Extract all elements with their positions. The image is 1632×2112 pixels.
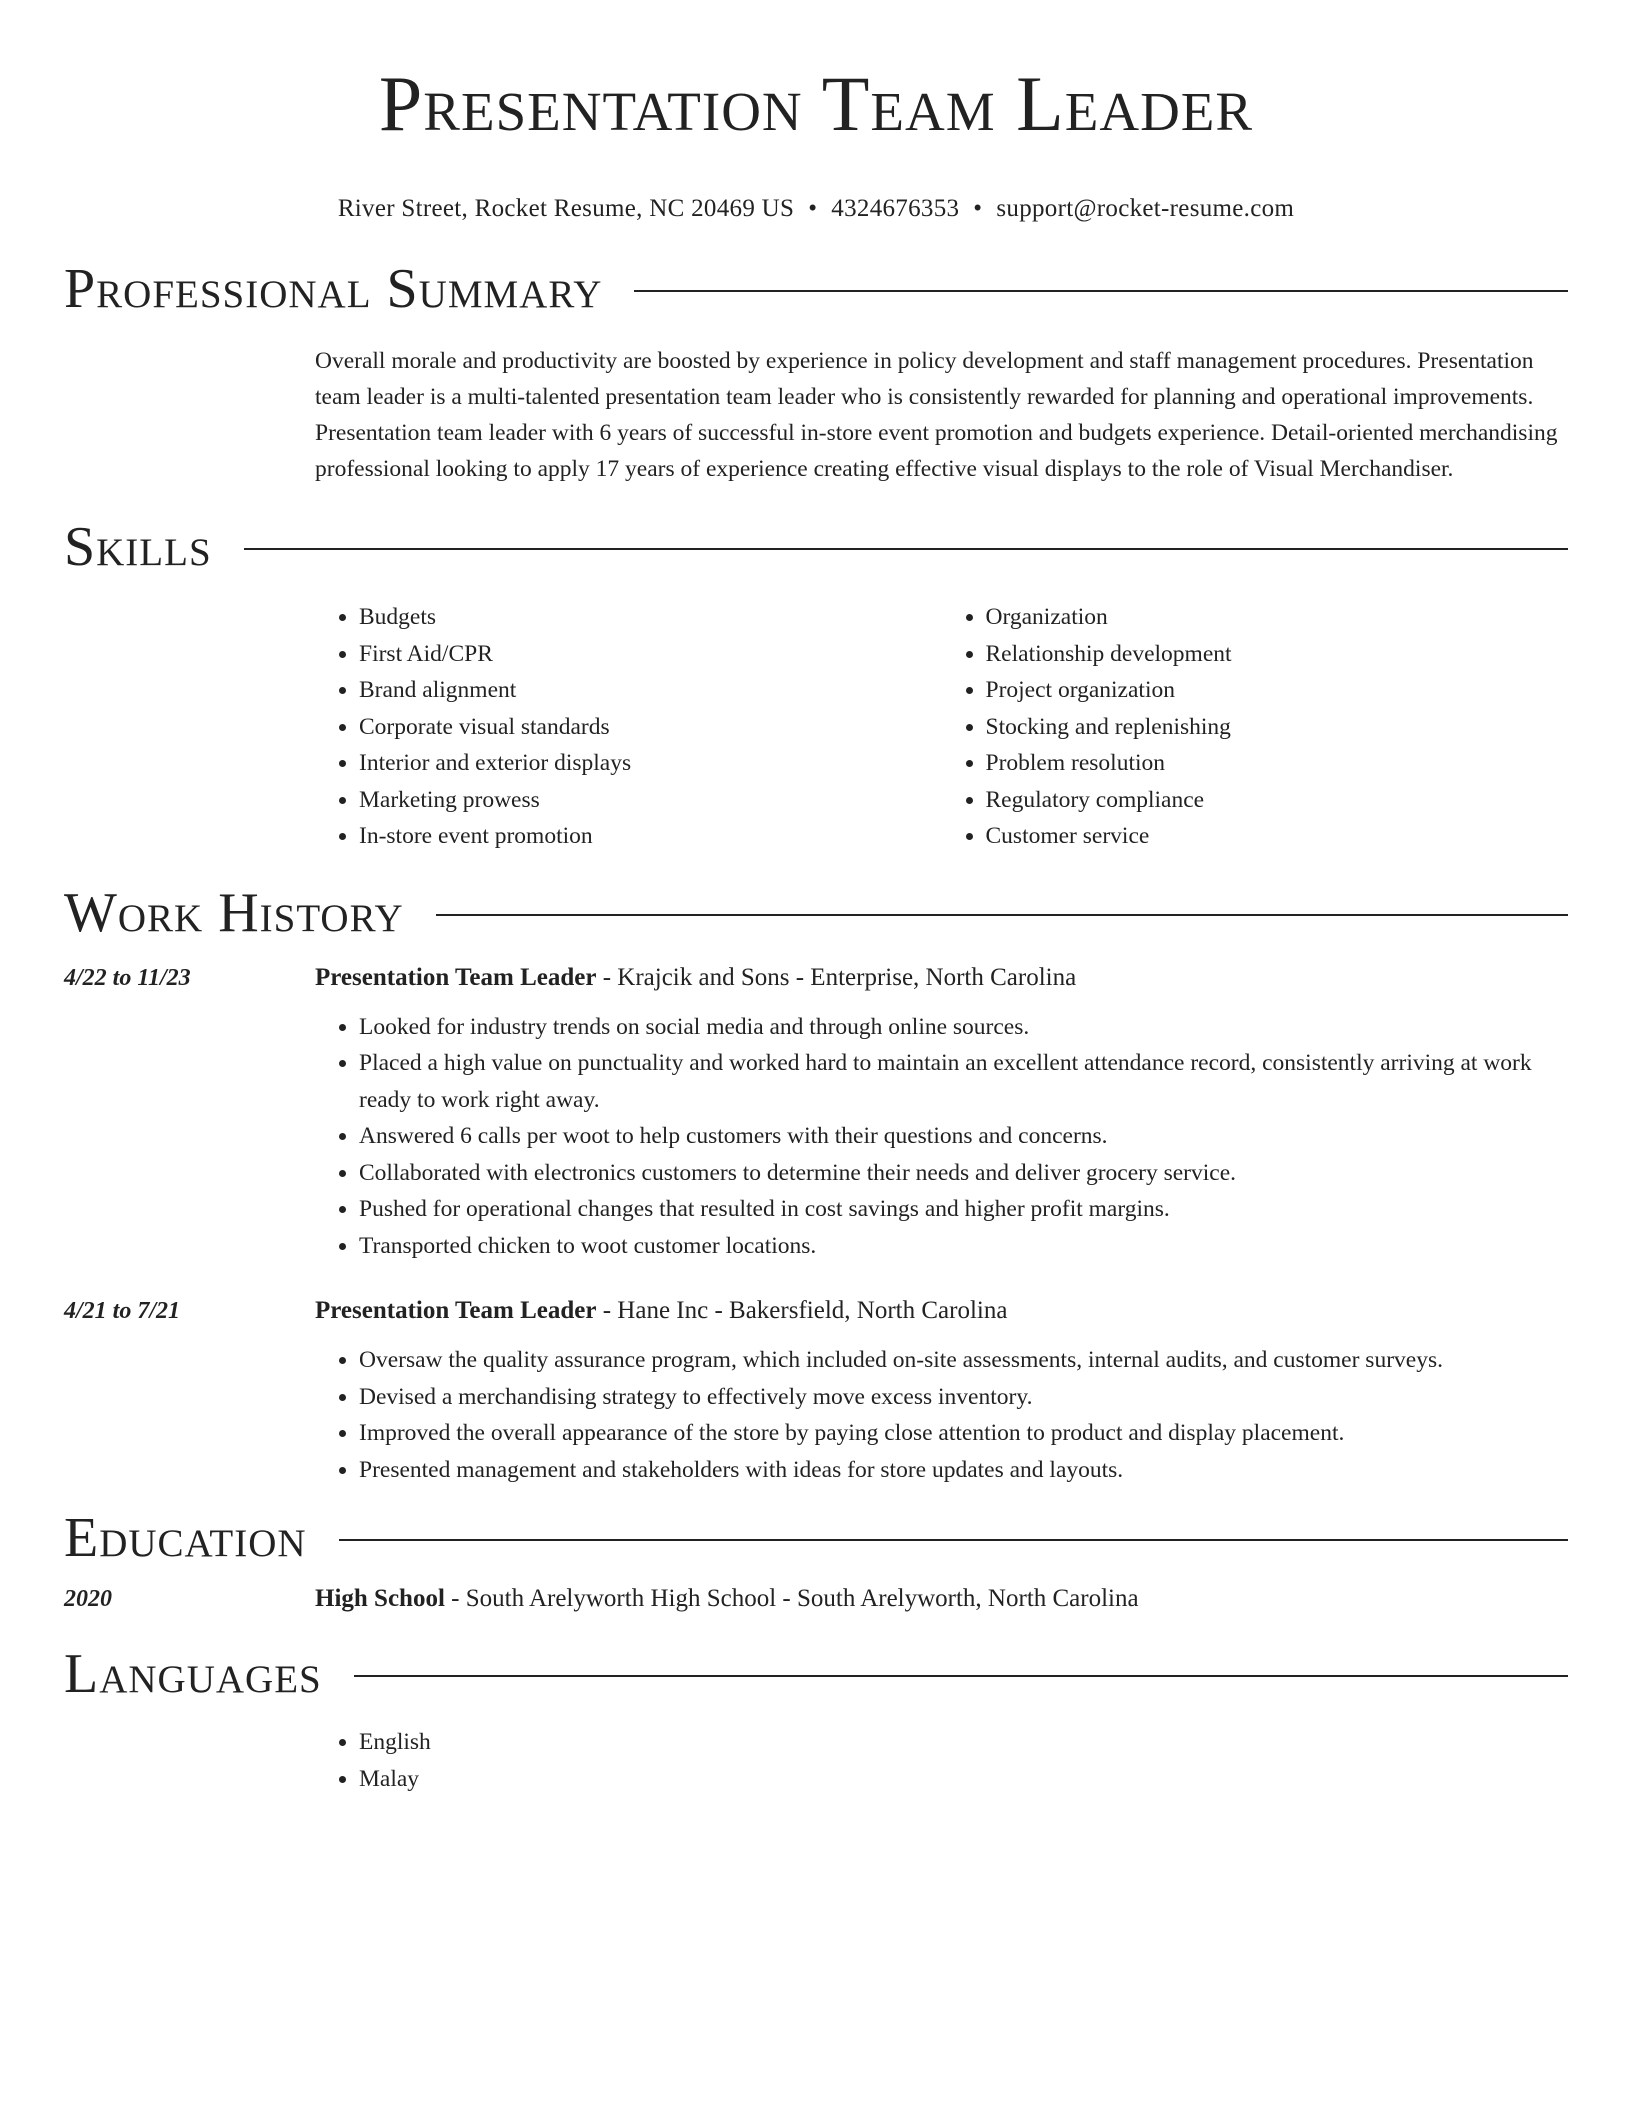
section-title: Skills [64, 516, 212, 578]
contact-line [64, 194, 1568, 224]
address: River Street, Rocket Resume, NC 20469 US [337, 195, 795, 222]
job-bullet: • Placed a high value on punctuality and worked hard to maintain an excellent attendance record, consistently arriving at work ready to work right away. [359, 1045, 1568, 1118]
skill-item: • Interior and exterior displays [359, 745, 942, 782]
language-item: • Malay [359, 1761, 1568, 1798]
job-title [315, 961, 1076, 995]
job-company: - Hane Inc - Bakersfield, North Carolina [596, 1297, 1008, 1324]
skills-list [315, 599, 1568, 855]
job-bullet: • Devised a merchandising strategy to effectively move excess inventory. [359, 1379, 1568, 1416]
skill-item: • Customer service [986, 818, 1569, 855]
section-divider [354, 1675, 1568, 1677]
skill-item: • Budgets [359, 599, 942, 636]
skill-item: • Brand alignment [359, 672, 942, 709]
job-bullet: • Transported chicken to woot customer locations. [359, 1228, 1568, 1265]
languages-list [315, 1724, 1568, 1797]
job-header [64, 1294, 1568, 1328]
section-divider [436, 914, 1568, 916]
work-section-header [64, 881, 1568, 945]
job-role: Presentation Team Leader [315, 1297, 597, 1324]
phone: 4324676353 [831, 195, 960, 222]
section-divider [339, 1539, 1568, 1541]
separator: • [808, 195, 818, 222]
job-bullet: • Collaborated with electronics customers to determine their needs and deliver grocery service. [359, 1155, 1568, 1192]
skill-item: • Corporate visual standards [359, 709, 942, 746]
skill-item: • Relationship development [986, 636, 1569, 673]
job-entry [64, 1294, 1568, 1488]
skill-item: • Marketing prowess [359, 782, 942, 819]
education-degree: High School [315, 1585, 445, 1612]
summary-text: Overall morale and productivity are boosted by experience in policy development and staff management procedures. Presentation team leader is a multi-talented presentation team leader who is consistently rewarded for planning and operational improvements. Presentation team leader with 6 years of successful in-store event promotion and budgets experience. Detail-oriented merchandising professional looking to apply 17 years of experience creating effective visual displays to the role of Visual Merchandiser. [315, 348, 1558, 482]
job-title [315, 1294, 1007, 1328]
job-header [64, 961, 1568, 995]
education-school: - South Arelyworth High School - South Arelyworth, North Carolina [444, 1585, 1139, 1612]
skill-item: • In-store event promotion [359, 818, 942, 855]
job-bullet: • Pushed for operational changes that resulted in cost savings and higher profit margins. [359, 1191, 1568, 1228]
job-role: Presentation Team Leader [315, 963, 597, 991]
candidate-name: Presentation Team Leader [378, 60, 1254, 147]
job-bullet: • Presented management and stakeholders with ideas for store updates and layouts. [359, 1452, 1568, 1489]
skill-item: • Organization [986, 599, 1569, 636]
job-bullet: • Improved the overall appearance of the store by paying close attention to product and display placement. [359, 1415, 1568, 1452]
languages-section-header [64, 1642, 1568, 1706]
skills-section-header [64, 515, 1568, 579]
job-bullets [315, 1009, 1568, 1265]
job-bullet: • Oversaw the quality assurance program, which included on-site assessments, internal audits, and customer surveys. [359, 1342, 1568, 1379]
job-dates: 4/22 to 11/23 [64, 964, 191, 991]
job-dates: 4/21 to 7/21 [64, 1298, 181, 1324]
job-bullets [315, 1342, 1568, 1488]
language-item: • English [359, 1724, 1568, 1761]
section-title: Education [64, 1507, 307, 1569]
skills-column-left [315, 599, 942, 855]
section-divider [634, 290, 1568, 292]
section-title: Languages [64, 1643, 322, 1705]
skill-item: • Stocking and replenishing [986, 709, 1569, 746]
education-section-header [64, 1506, 1568, 1570]
skill-item: • Regulatory compliance [986, 782, 1569, 819]
job-company: - Krajcik and Sons - Enterprise, North Carolina [596, 963, 1077, 991]
section-title: Professional Summary [64, 258, 603, 320]
job-entry [64, 961, 1568, 1265]
summary-section-header [64, 257, 1568, 321]
section-divider [244, 548, 1568, 550]
section-title: Work History [64, 881, 404, 944]
email: support@rocket-resume.com [996, 195, 1295, 222]
education-title [315, 1582, 1139, 1616]
skill-item: • Project organization [986, 672, 1569, 709]
job-bullet: • Looked for industry trends on social media and through online sources. [359, 1009, 1568, 1046]
job-bullet: • Answered 6 calls per woot to help customers with their questions and concerns. [359, 1118, 1568, 1155]
skills-column-right [942, 599, 1569, 855]
education-entry [64, 1582, 1568, 1616]
separator: • [973, 195, 983, 222]
skill-item: • First Aid/CPR [359, 636, 942, 673]
education-date: 2020 [64, 1586, 112, 1612]
skill-item: • Problem resolution [986, 745, 1569, 782]
